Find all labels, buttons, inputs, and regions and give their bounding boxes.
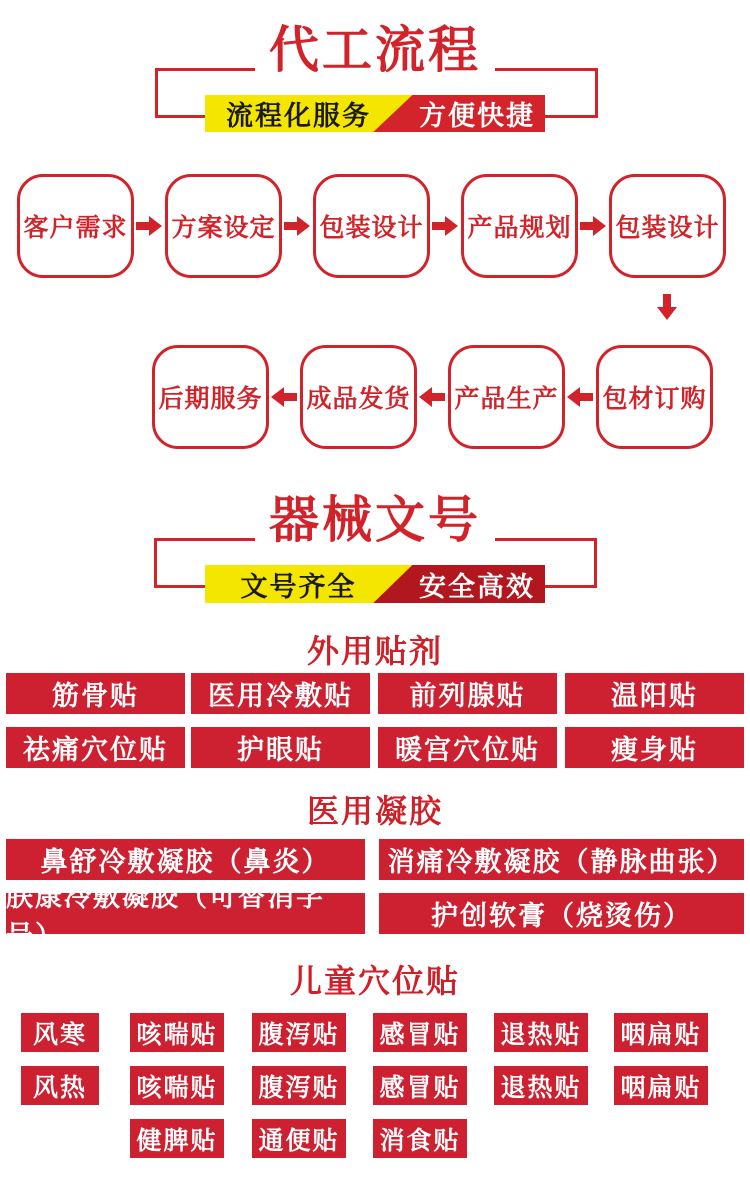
product-tile: 风热 <box>21 1066 99 1105</box>
flow-step-package-design-1: 包装设计 <box>313 174 430 278</box>
flow-step-shipment: 成品发货 <box>300 345 417 449</box>
arrow-right-icon <box>432 215 458 237</box>
section1-banner <box>205 95 545 132</box>
arrow-left-icon <box>567 386 593 408</box>
flow-step-after-sales: 后期服务 <box>152 345 269 449</box>
group-heading-medical-gels: 医用凝胶 <box>306 793 443 829</box>
flow-step-product-planning: 产品规划 <box>461 174 578 278</box>
arrow-left-icon <box>271 386 297 408</box>
product-tile: 暖宫穴位贴 <box>378 727 557 768</box>
arrow-right-icon <box>580 215 606 237</box>
arrow-right-icon <box>284 215 310 237</box>
arrow-down-icon <box>654 296 680 318</box>
product-tile: 消食贴 <box>373 1119 467 1158</box>
section2-title <box>0 490 750 550</box>
product-tile: 退热贴 <box>494 1066 588 1105</box>
product-tile: 通便贴 <box>252 1119 346 1158</box>
section2-banner-right-label: 安全高效 <box>419 571 535 602</box>
product-tile: 护创软膏（烧烫伤） <box>379 893 744 934</box>
group-heading-kids-patches: 儿童穴位贴 <box>289 963 460 999</box>
arrow-left-icon <box>419 386 445 408</box>
section1-title <box>0 20 750 80</box>
flow-step-material-order: 包材订购 <box>596 345 713 449</box>
group-heading-external-patches: 外用贴剂 <box>306 633 443 669</box>
product-tile: 护眼贴 <box>191 727 370 768</box>
section2-banner <box>205 565 545 603</box>
product-tile: 前列腺贴 <box>378 673 557 714</box>
product-tile: 祛痛穴位贴 <box>6 727 185 768</box>
product-tile: 腹泻贴 <box>252 1066 346 1105</box>
section1-banner-right-label: 方便快捷 <box>419 101 535 131</box>
flow-step-plan-setting: 方案设定 <box>165 174 282 278</box>
product-tile: 温阳贴 <box>565 673 744 714</box>
product-tile: 感冒贴 <box>373 1013 467 1052</box>
product-tile: 风寒 <box>21 1013 99 1052</box>
product-tile: 鼻舒冷敷凝胶（鼻炎） <box>6 839 365 880</box>
product-tile: 健脾贴 <box>130 1119 224 1158</box>
product-tile: 消痛冷敷凝胶（静脉曲张） <box>379 839 744 880</box>
product-tile: 咽扁贴 <box>614 1013 708 1052</box>
arrow-right-icon <box>136 215 162 237</box>
product-tile: 医用冷敷贴 <box>191 673 370 714</box>
product-tile: 咽扁贴 <box>614 1066 708 1105</box>
product-tile: 退热贴 <box>494 1013 588 1052</box>
section2-banner-left-label: 文号齐全 <box>240 571 357 602</box>
product-tile: 肤康冷敷凝胶（可替消字号） <box>6 893 365 934</box>
product-tile: 腹泻贴 <box>252 1013 346 1052</box>
section1-banner-left-label: 流程化服务 <box>226 101 371 131</box>
section1-title-text: 代工流程 <box>255 20 495 80</box>
product-tile: 咳喘贴 <box>130 1066 224 1105</box>
flow-step-package-design-2: 包装设计 <box>609 174 726 278</box>
product-tile: 咳喘贴 <box>130 1013 224 1052</box>
section2-title-text: 器械文号 <box>255 490 495 550</box>
product-tile: 感冒贴 <box>373 1066 467 1105</box>
flow-step-customer-needs: 客户需求 <box>17 174 134 278</box>
product-tile: 瘦身贴 <box>565 727 744 768</box>
flow-step-production: 产品生产 <box>448 345 565 449</box>
product-tile: 筋骨贴 <box>6 673 185 714</box>
